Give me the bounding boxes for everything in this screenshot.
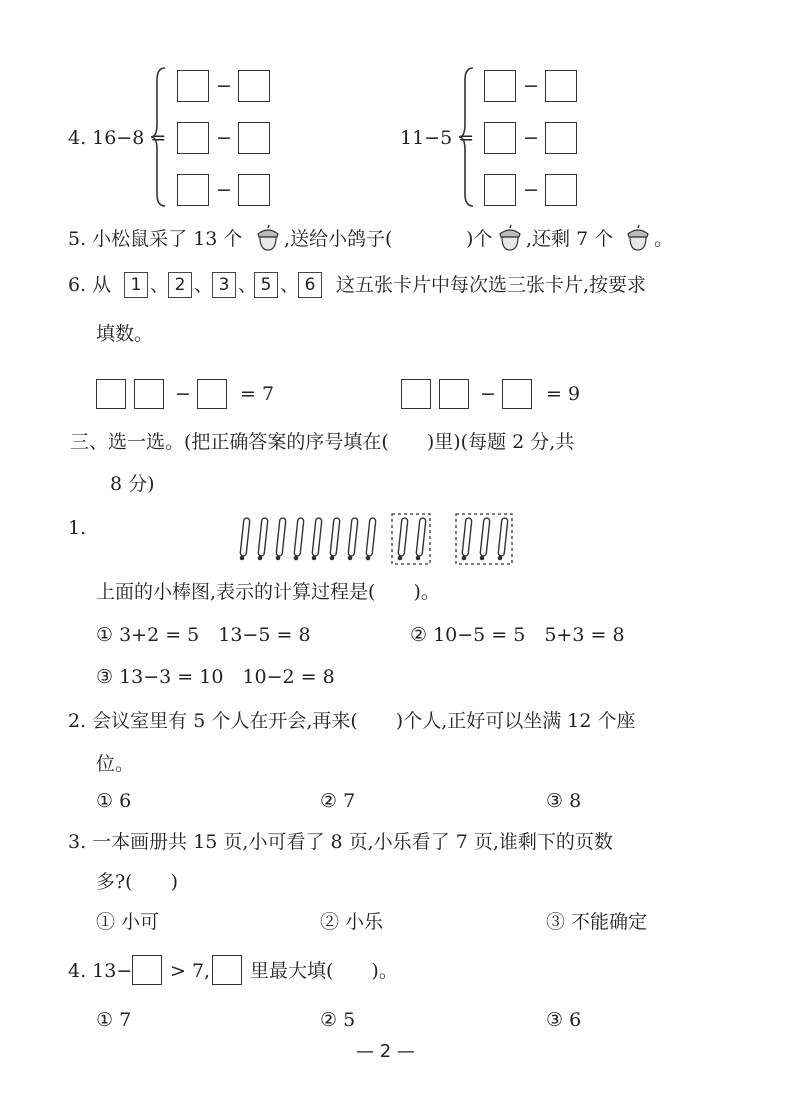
section3-title-cont: 8 分) (110, 473, 155, 495)
q6-eq2-box-c[interactable] (502, 379, 532, 409)
c1-question: 上面的小棒图,表示的计算过程是( )。 (96, 581, 440, 603)
q4-left-label: 4. 16−8 = (68, 127, 167, 149)
c2-line2: 位。 (96, 753, 135, 775)
q4-minus: − (216, 179, 232, 201)
q6-minus: − (480, 383, 496, 405)
q4-minus: − (216, 127, 232, 149)
q4-left-box-2a[interactable] (177, 122, 209, 154)
q4-minus: − (523, 179, 539, 201)
q4-right-box-2b[interactable] (545, 122, 577, 154)
card-separator: 、 (238, 274, 258, 296)
q6-eq1-result: = 7 (240, 383, 275, 405)
q6-eq2-result: = 9 (546, 383, 581, 405)
right-brace-icon (458, 66, 476, 208)
card-separator: 、 (194, 274, 214, 296)
c3-option-3[interactable]: ③ 不能确定 (546, 911, 648, 933)
q4-left-box-3a[interactable] (177, 174, 209, 206)
number-card: 1 (124, 272, 148, 298)
q4-right-box-3b[interactable] (545, 174, 577, 206)
number-card: 2 (168, 272, 192, 298)
c4-blank-box-2[interactable] (212, 955, 242, 985)
c4-option-3[interactable]: ③ 6 (546, 1009, 582, 1031)
q4-left-box-1b[interactable] (238, 70, 270, 102)
acorn-icon (625, 224, 651, 252)
c3-option-1[interactable]: ① 小可 (96, 911, 160, 933)
q6-suffix: 这五张卡片中每次选三张卡片,按要求 (336, 274, 647, 296)
q4-left-box-3b[interactable] (238, 174, 270, 206)
c2-option-3[interactable]: ③ 8 (546, 790, 582, 812)
acorn-icon (255, 224, 281, 252)
c4-option-1[interactable]: ① 7 (96, 1009, 132, 1031)
c3-line1: 3. 一本画册共 15 页,小可看了 8 页,小乐看了 7 页,谁剩下的页数 (68, 831, 613, 853)
q6-eq1-box-c[interactable] (197, 379, 227, 409)
q5-text-c: )个 (466, 228, 493, 250)
c1-option-3[interactable]: ③ 13−3 = 10 10−2 = 8 (96, 666, 335, 688)
q4-minus: − (216, 75, 232, 97)
q4-left-box-1a[interactable] (177, 70, 209, 102)
q6-eq2-box-b[interactable] (439, 379, 469, 409)
section3-title: 三、选一选。(把正确答案的序号填在( )里)(每题 2 分,共 (70, 431, 575, 453)
q5-text-d: ,还剩 7 个 (526, 228, 614, 250)
q6-prefix: 6. 从 (68, 274, 112, 296)
q5-text-e: 。 (654, 228, 674, 250)
q6-eq1-box-b[interactable] (134, 379, 164, 409)
q5-text-b: ,送给小鸽子( (284, 228, 393, 250)
card-separator: 、 (280, 274, 300, 296)
c4-part3: 里最大填( )。 (250, 960, 398, 982)
left-brace-icon (150, 66, 168, 208)
q6-line2: 填数。 (96, 323, 154, 345)
q6-eq1-box-a[interactable] (96, 379, 126, 409)
q4-right-box-3a[interactable] (484, 174, 516, 206)
sticks-illustration (236, 512, 518, 568)
c1-option-2[interactable]: ② 10−5 = 5 5+3 = 8 (410, 624, 625, 646)
c4-blank-box[interactable] (132, 955, 162, 985)
q6-eq2-box-a[interactable] (401, 379, 431, 409)
c1-option-1[interactable]: ① 3+2 = 5 13−5 = 8 (96, 624, 311, 646)
number-card: 6 (298, 272, 322, 298)
c3-line2: 多?( ) (96, 871, 179, 893)
c4-part1: 4. 13− (68, 960, 133, 982)
number-card: 3 (212, 272, 236, 298)
number-card: 5 (254, 272, 278, 298)
c4-part2: > 7, (170, 960, 211, 982)
q4-minus: − (523, 127, 539, 149)
q6-minus: − (175, 383, 191, 405)
c3-option-2[interactable]: ② 小乐 (320, 911, 384, 933)
q4-right-box-2a[interactable] (484, 122, 516, 154)
q4-right-label: 11−5 = (400, 127, 475, 149)
q4-minus: − (523, 75, 539, 97)
acorn-icon (497, 224, 523, 252)
card-separator: 、 (150, 274, 170, 296)
c1-num: 1. (68, 517, 87, 539)
c2-line1: 2. 会议室里有 5 个人在开会,再来( )个人,正好可以坐满 12 个座 (68, 710, 636, 732)
page-number: — 2 — (356, 1041, 415, 1062)
q5-text-a: 5. 小松鼠采了 13 个 (68, 228, 243, 250)
q4-right-box-1a[interactable] (484, 70, 516, 102)
q4-left-box-2b[interactable] (238, 122, 270, 154)
c2-option-2[interactable]: ② 7 (320, 790, 356, 812)
c4-option-2[interactable]: ② 5 (320, 1009, 356, 1031)
c2-option-1[interactable]: ① 6 (96, 790, 132, 812)
q4-right-box-1b[interactable] (545, 70, 577, 102)
